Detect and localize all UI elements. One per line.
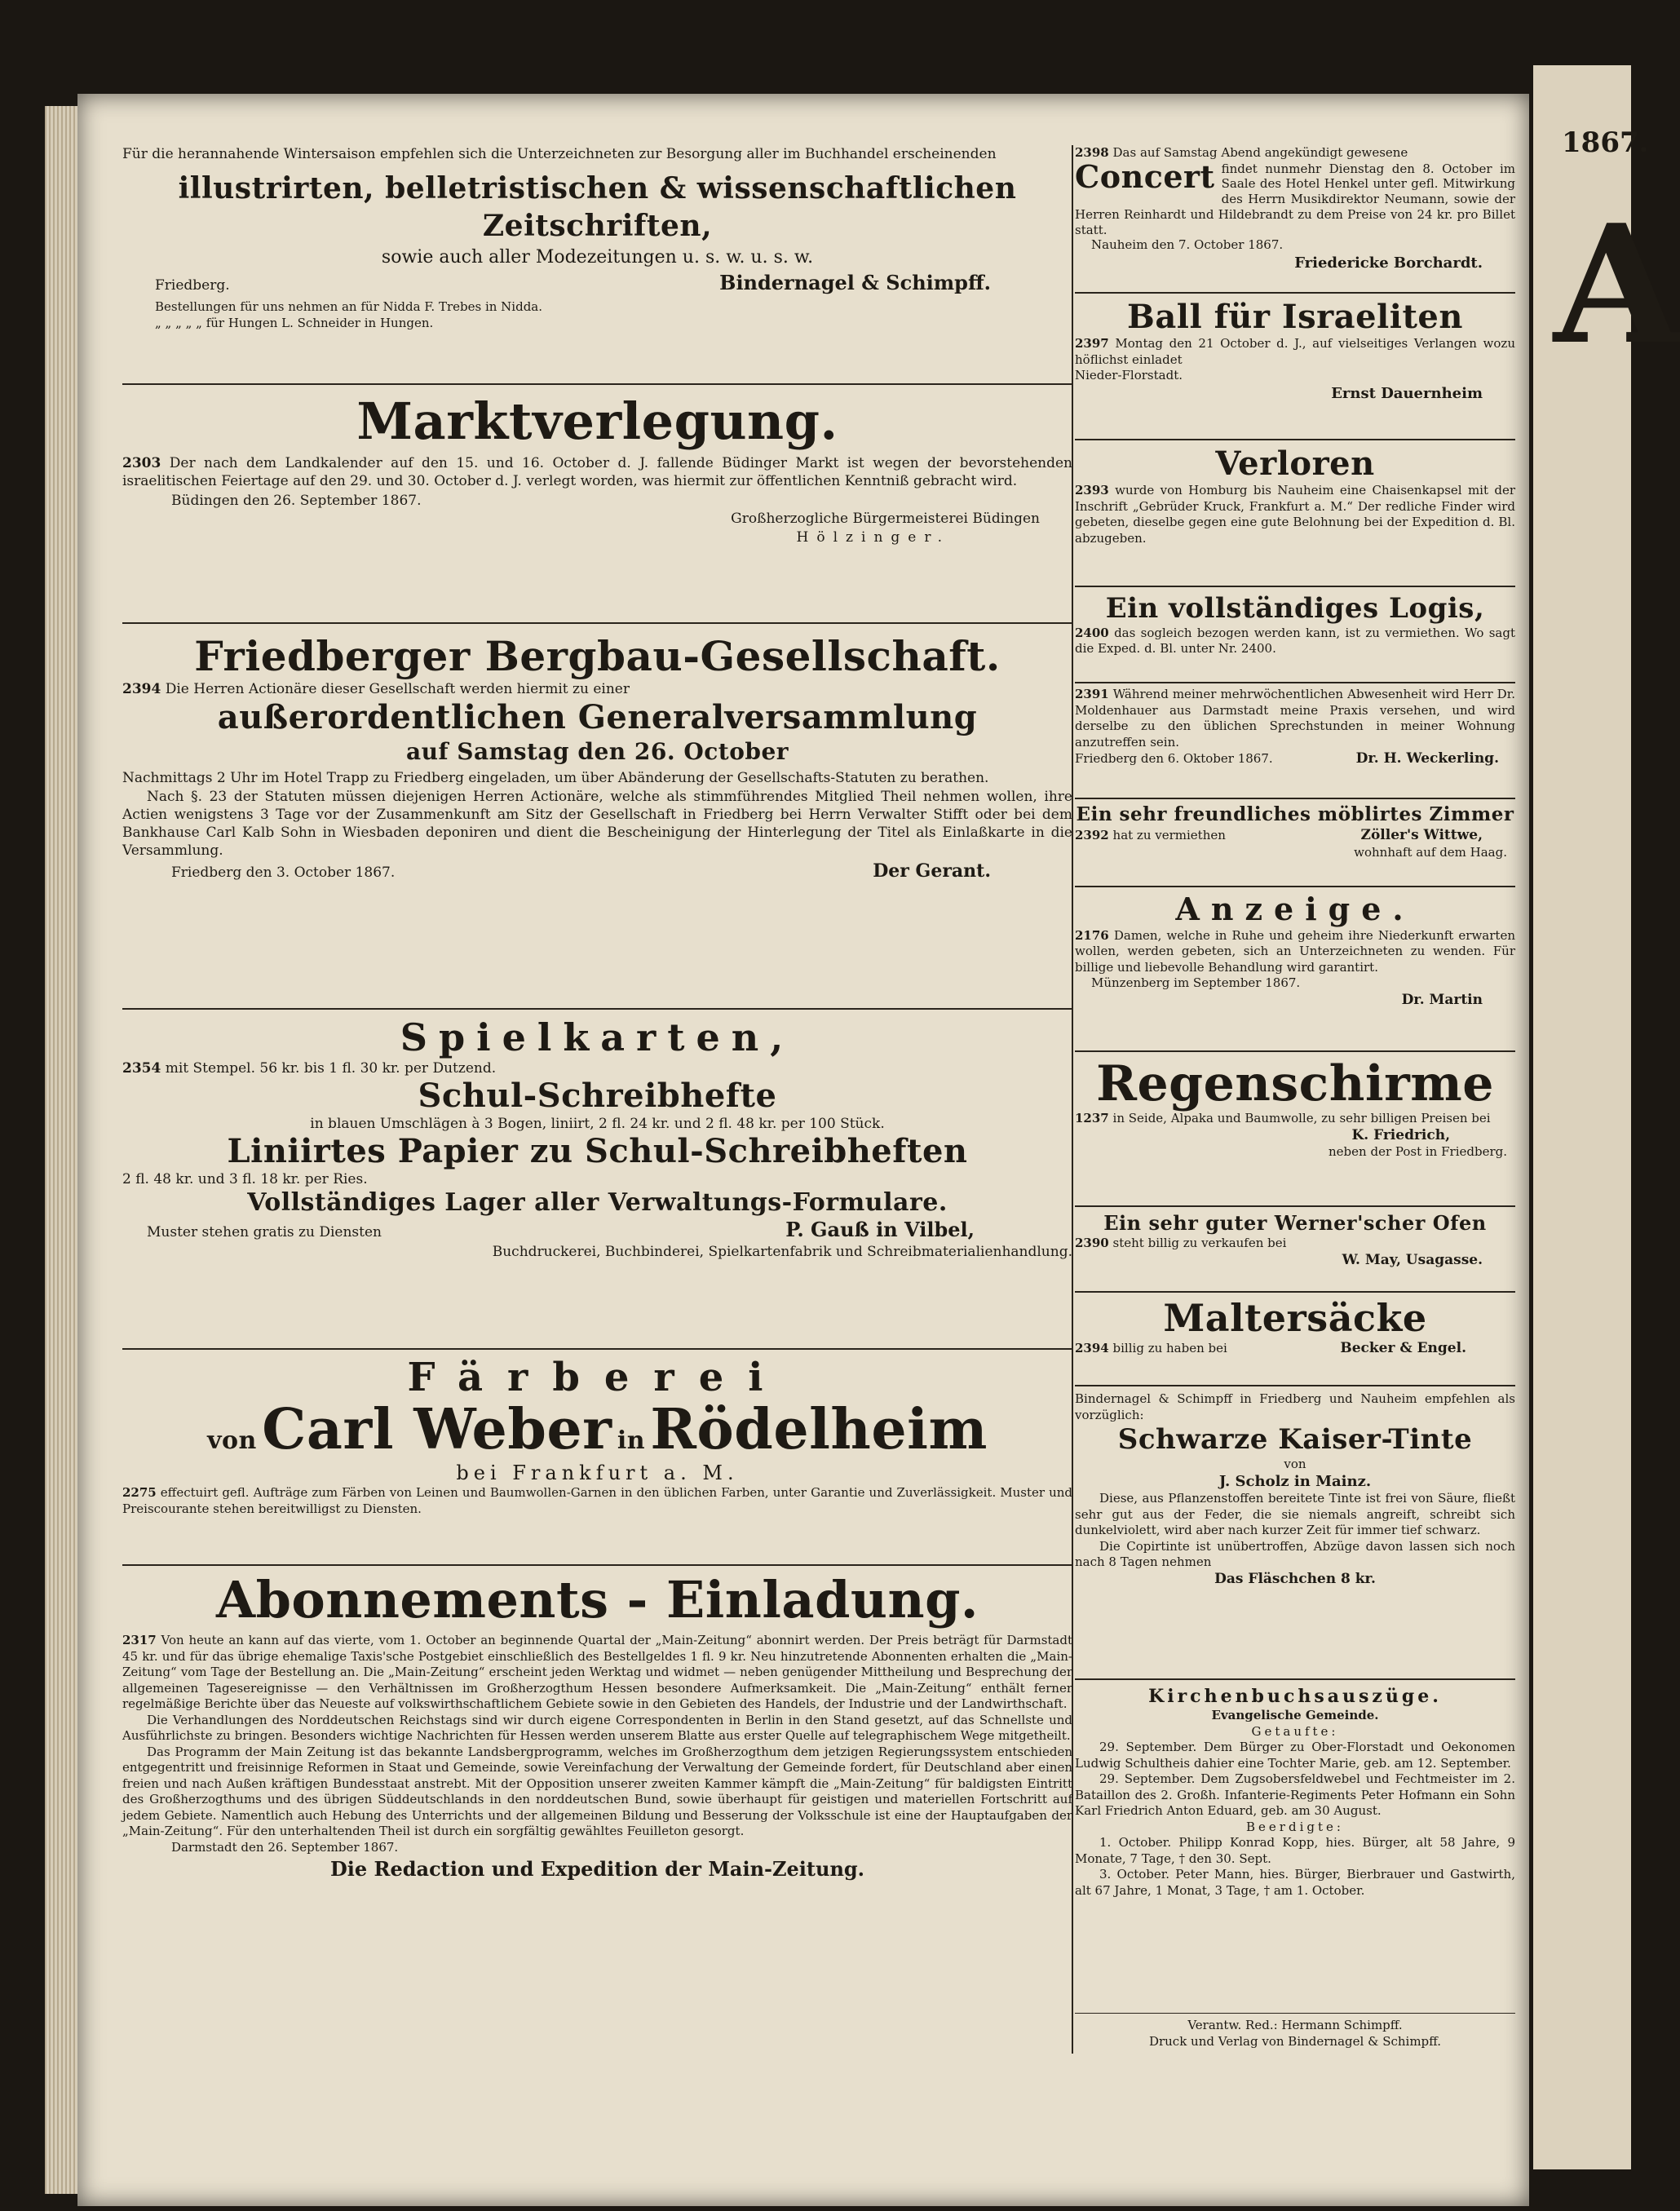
ad-body: Die Verhandlungen des Norddeutschen Reichstags sind wir durch eigene Correspondenten in Berlin in den Stand gesetzt, auf das Schnellste und Ausführlichste zu bringen. Besonders wichtige Nachrichten für Hessen werden unserem Blatte aus erster Quelle auf telegraphischem Wege mitgetheilt. [122, 1712, 1072, 1744]
section-entry: 29. September. Dem Bürger zu Ober-Florstadt und Oekonomen Ludwig Schultheis dahier eine Tochter Marie, geb. am 12. September. [1075, 1740, 1515, 1771]
ad-body: steht billig zu verkaufen bei [1112, 1236, 1287, 1251]
ad-tinte [1075, 1391, 1515, 1589]
ad-place: Friedberg. [155, 277, 230, 294]
ad-intro: Für die herannahende Wintersaison empfehlen sich die Unterzeichneten zur Besorgung aller im Buchhandel erscheinenden [122, 146, 997, 162]
ad-body: Muster stehen gratis zu Diensten [147, 1224, 382, 1241]
divider [122, 1564, 1072, 1566]
ad-orders: „ „ „ „ „ für Hungen L. Schneider in Hungen. [155, 315, 434, 330]
masthead-fragment: A [1554, 189, 1680, 381]
book-gutter [45, 106, 82, 2194]
ad-number: 2275 [122, 1485, 157, 1501]
ad-body: Montag den 21 October d. J., auf vielseitiges Verlangen wozu höflichst einladet [1075, 336, 1515, 367]
ad-sub: bei Frankfurt a. M. [456, 1461, 739, 1484]
section-entry: 29. September. Dem Zugsobersfeldwebel und Fechtmeister im 2. Bataillon des 2. Großh. Infanterie-Regiments Peter Hofmann ein Sohn Karl Friedrich Anton Eduard, geb. am 30 August. [1075, 1771, 1515, 1819]
ad-ofen [1075, 1210, 1515, 1269]
divider [1075, 1385, 1515, 1386]
ad-signature: Der Gerant. [873, 860, 991, 882]
ad-body: billig zu haben bei [1112, 1340, 1227, 1355]
ad-title: Ein sehr guter Werner'scher Ofen [1103, 1211, 1487, 1235]
divider [122, 383, 1072, 385]
ad-signature: W. May, Usagasse. [1342, 1251, 1483, 1268]
ad-title: Färberei [407, 1355, 788, 1400]
ad-date: Büdingen den 26. September 1867. [171, 493, 422, 510]
ad-title: Anzeige. [1175, 891, 1415, 927]
ad-number: 2392 [1075, 827, 1109, 842]
ad-logis [1075, 592, 1515, 657]
ad-firm: Bindernagel & Schimpff. [719, 271, 991, 295]
ad-body: Das Programm der Main Zeitung ist das bekannte Landsbergprogramm, welches im Großherzogthum dem jetzigen Regierungssystem entschieden entgegentritt und freisinnige Reformen in Staat und Gemeinde, sowie Vereinfachung der Verwaltung der Gemeinde fordert, für Deutschland aber einen freien und nach Außen kräftigen Bundesstaat anstrebt. Mit der Opposition unserer zweiten Kammer kämpft die „Main-Zeitung“ für baldigsten Eintritt des Großherzogthums und des übrigen Süddeutschlands in den norddeutschen Bund, sowie überhaupt für geistigen und materiellen Fortschritt auf jedem Gebiete. Namentlich auch Hebung des Unterrichts und der allgemeinen Bildung und Besserung der Volksschule ist eine der Hauptaufgaben der „Main-Zeitung“. Für den unterhaltenden Theil ist durch ein sorgfältig gewähltes Feuilleton gesorgt. [122, 1744, 1072, 1839]
ad-title: Verloren [1215, 444, 1375, 483]
ad-number: 2393 [1075, 483, 1109, 497]
ad-headline: Vollständiges Lager aller Verwaltungs-Formulare. [247, 1188, 948, 1218]
ad-office: Großherzogliche Bürgermeisterei Büdingen [731, 511, 1040, 528]
ad-anzeige [1075, 891, 1515, 1009]
ad-title: Ein sehr freundliches möblirtes Zimmer [1076, 803, 1514, 825]
ad-signature: K. Friedrich, [1351, 1126, 1450, 1143]
ad-body: findet nunmehr Dienstag den 8. October im Saale des Hotel Henkel unter gefl. Mitwirkung des Herrn Musikdirektor Neumann, sowie der Herren Reinhardt und Hildebrandt zu dem Preise von 24 kr. pro Billet statt. [1075, 161, 1515, 237]
ad-title: Maltersäcke [1163, 1296, 1427, 1340]
ad-marktverlegung [122, 391, 1072, 546]
ad-regenschirme [1075, 1057, 1515, 1161]
ad-spielkarten [122, 1016, 1072, 1261]
ad-number: 2391 [1075, 687, 1109, 701]
ad-number: 2317 [122, 1633, 157, 1648]
ad-title: Marktverlegung. [356, 391, 838, 451]
ad-von: von [1284, 1456, 1306, 1471]
ad-headline: Liniirtes Papier zu Schul-Schreibheften [227, 1132, 968, 1171]
divider [1075, 1678, 1515, 1680]
ad-headline: illustrirten, belletristischen & wissenschaftlichen Zeitschriften, [178, 171, 1017, 244]
ad-maltersaecke [1075, 1297, 1515, 1358]
ad-body: Diese, aus Pflanzenstoffen bereitete Tinte ist frei von Säure, fließt sehr gut aus der Feder, die sie niemals angreift, schreibt sich dunkelviolett, wird aber nach kurzer Zeit für immer tief schwarz. [1075, 1491, 1515, 1538]
ad-number: 2394 [1075, 1340, 1109, 1355]
ad-title: Abonnements - Einladung. [215, 1570, 979, 1630]
ad-signature-2: wohnhaft auf dem Haag. [1354, 844, 1507, 860]
ad-abwesenheit [1075, 687, 1515, 768]
ad-title: Friedberger Bergbau-Gesellschaft. [194, 632, 1001, 680]
ad-title: Schwarze Kaiser-Tinte [1117, 1423, 1473, 1456]
section-entry: 1. October. Philipp Konrad Kopp, hies. Bürger, alt 58 Jahre, 9 Monate, 7 Tage, † den 30. Sept. [1075, 1835, 1515, 1866]
divider [122, 1348, 1072, 1350]
ad-maker: J. Scholz in Mainz. [1218, 1473, 1372, 1491]
ad-number: 2354 [122, 1059, 161, 1077]
section-subtitle: Evangelische Gemeinde. [1211, 1708, 1379, 1723]
ad-number: 2398 [1075, 145, 1109, 160]
ad-title: Concert [1075, 157, 1215, 195]
section-kirchenbuch [1075, 1685, 1515, 1899]
ad-body: Der nach dem Landkalender auf den 15. und 16. October d. J. fallende Büdinger Markt ist wegen der bevorstehenden israelitischen Feiertage auf den 29. und 30. October d. J. verlegt worden, was hiermit zur öffentlichen Kenntniß gebracht wird. [122, 455, 1072, 490]
divider [1075, 2013, 1515, 2014]
ad-faerberei [122, 1356, 1072, 1517]
ad-signature: Dr. Martin [1401, 991, 1483, 1008]
ad-date: Darmstadt den 26. September 1867. [171, 1839, 399, 1855]
ad-date: Nauheim den 7. October 1867. [1091, 237, 1284, 253]
ad-body: Die Herren Actionäre dieser Gesellschaft werden hiermit zu einer [165, 680, 630, 697]
divider [1075, 886, 1515, 887]
section-heading: Beerdigte: [1246, 1819, 1344, 1834]
section-entry: 3. October. Peter Mann, hies. Bürger, Bierbrauer und Gastwirth, alt 67 Jahre, 1 Monat, 3 Tage, † am 1. October. [1075, 1867, 1515, 1898]
ad-bergbau [122, 633, 1072, 882]
left-column [122, 145, 1072, 2054]
ad-abonnement [122, 1572, 1072, 1882]
ad-body: Nach §. 23 der Statuten müssen diejenigen Herren Actionäre, welche als stimmführendes Mitglied Theil nehmen wollen, ihre Actien wenigstens 3 Tage vor der Zusammenkunft am Sitz der Gesellschaft in Friedberg bei Herrn Verwalter Stifft oder bei dem Bankhause Carl Kalb Sohn in Wiesbaden deponiren und dient die Bescheinigung der Hinterlegung der Titel als Einlaßkarte in die Versammlung. [122, 788, 1072, 859]
ad-firm-desc: Buchdruckerei, Buchbinderei, Spielkartenfabrik und Schreibmaterialienhandlung. [492, 1243, 1072, 1260]
ad-body: 2 fl. 48 kr. und 3 fl. 18 kr. per Ries. [122, 1171, 368, 1188]
ad-body: mit Stempel. 56 kr. bis 1 fl. 30 kr. per Dutzend. [165, 1059, 497, 1077]
imprint-editor: Verantw. Red.: Hermann Schimpff. [1187, 2018, 1403, 2032]
ad-number: 1237 [1075, 1111, 1109, 1125]
ad-number: 2397 [1075, 336, 1109, 351]
ad-date: Münzenberg im September 1867. [1091, 975, 1301, 991]
ad-title: Spielkarten, [400, 1015, 795, 1059]
ad-body: Die Copirtinte ist unübertroffen, Abzüge davon lassen sich noch nach 8 Tagen nehmen [1075, 1538, 1515, 1570]
section-title: Kirchenbuchsauszüge. [1148, 1686, 1442, 1707]
ad-place: Rödelheim [650, 1396, 988, 1462]
ad-signature: Zöller's Wittwe, [1360, 826, 1483, 843]
ad-number: 2394 [122, 680, 161, 697]
ad-place: Nieder-Florstadt. [1075, 368, 1183, 383]
ad-body: effectuirt gefl. Aufträge zum Färben von Leinen und Baumwollen-Garnen in den üblichen Farben, unter Garantie und Zuverlässigkeit. Muster und Preiscourante stehen bereitwilligst zu Diensten. [122, 1485, 1072, 1516]
ad-verloren [1075, 445, 1515, 546]
divider [1075, 586, 1515, 587]
ad-intro: Bindernagel & Schimpff in Friedberg und Nauheim empfehlen als vorzüglich: [1075, 1391, 1515, 1422]
ad-zeitschriften [122, 145, 1072, 331]
ad-headline: außerordentlichen Generalversammlung [217, 697, 978, 736]
adjacent-page-edge [1533, 65, 1680, 2169]
right-column [1075, 145, 1515, 2054]
ad-signature: Hölzinger. [796, 528, 950, 546]
ad-date: Friedberg den 3. October 1867. [171, 864, 396, 881]
ad-body: in blauen Umschlägen à 3 Bogen, liniirt, 2 fl. 24 kr. und 2 fl. 48 kr. per 100 Stück. [310, 1115, 885, 1132]
ad-number: 2303 [122, 455, 161, 472]
ad-body: in Seide, Alpaka und Baumwolle, zu sehr billigen Preisen bei [1112, 1111, 1491, 1125]
ad-in: in [617, 1426, 646, 1455]
ad-zimmer [1075, 803, 1515, 860]
margin-year: 1867. [1562, 126, 1649, 159]
divider [1075, 1050, 1515, 1052]
ad-signature-2: neben der Post in Friedberg. [1329, 1144, 1507, 1160]
ad-body: Während meiner mehrwöchentlichen Abwesenheit wird Herr Dr. Moldenhauer aus Darmstadt meine Praxis versehen, und wird derselbe zu den üblichen Sprechstunden in meiner Wohnung anzutreffen sein. [1075, 687, 1515, 750]
ad-price: Das Fläschchen 8 kr. [1214, 1570, 1376, 1587]
ad-headline: Schul-Schreibhefte [418, 1076, 777, 1115]
ad-number: 2400 [1075, 625, 1109, 640]
ad-body: wurde von Homburg bis Nauheim eine Chaisenkapsel mit der Inschrift „Gebrüder Kruck, Frankfurt a. M.“ Der redliche Finder wird gebeten, dieselbe gegen eine gute Belohnung bei der Expedition d. Bl. abzugeben. [1075, 483, 1515, 546]
ad-number: 2176 [1075, 927, 1109, 943]
divider [122, 622, 1072, 624]
ad-number: 2390 [1075, 1236, 1109, 1251]
ad-date: Friedberg den 6. Oktober 1867. [1075, 751, 1273, 766]
divider [1075, 292, 1515, 294]
ad-body: Das auf Samstag Abend angekündigt gewesene [1112, 145, 1408, 160]
ad-date-line: auf Samstag den 26. October [405, 737, 789, 765]
ad-ball [1075, 298, 1515, 403]
ad-signature: Ernst Dauernheim [1331, 384, 1483, 402]
divider [1075, 1291, 1515, 1293]
ad-name: Carl Weber [262, 1396, 612, 1462]
divider [1075, 798, 1515, 799]
ad-orders: Bestellungen für uns nehmen an für Nidda F. Trebes in Nidda. [155, 299, 543, 315]
ad-signature: Die Redaction und Expedition der Main-Zeitung. [329, 1857, 865, 1882]
divider [1075, 682, 1515, 683]
ad-body: hat zu vermiethen [1112, 827, 1226, 842]
divider [122, 1008, 1072, 1010]
ad-concert [1075, 145, 1515, 272]
ad-title: Regenschirme [1096, 1055, 1494, 1112]
ad-von: von [207, 1426, 257, 1455]
section-heading: Getaufte: [1251, 1723, 1339, 1739]
ad-line: sowie auch aller Modezeitungen u. s. w. u. s. w. [381, 247, 814, 268]
ad-title: Ein vollständiges Logis, [1105, 592, 1485, 625]
ad-title: Ball für Israeliten [1127, 298, 1463, 336]
ad-firm: P. Gauß in Vilbel, [785, 1218, 975, 1242]
imprint-publisher: Druck und Verlag von Bindernagel & Schimpff. [1148, 2033, 1442, 2049]
divider [1075, 1205, 1515, 1207]
ad-body: Damen, welche in Ruhe und geheim ihre Niederkunft erwarten wollen, werden gebeten, sich an Unterzeichneten zu wenden. Für billige und liebevolle Behandlung wird garantirt. [1075, 927, 1515, 975]
ad-body: Nachmittags 2 Uhr im Hotel Trapp zu Friedberg eingeladen, um über Abänderung der Gesellschafts-Statuten zu berathen. [122, 770, 989, 787]
ad-signature: Becker & Engel. [1340, 1339, 1466, 1356]
divider [1075, 439, 1515, 440]
imprint [1075, 2018, 1515, 2050]
ad-signature: Dr. H. Weckerling. [1355, 750, 1499, 767]
ad-body: das sogleich bezogen werden kann, ist zu vermiethen. Wo sagt die Exped. d. Bl. unter Nr. 2400. [1075, 625, 1515, 657]
ad-body: Von heute an kann auf das vierte, vom 1. October an beginnende Quartal der „Main-Zeitung“ abonnirt werden. Der Preis beträgt für Darmstadt 45 kr. und für das übrige ehemalige Taxis'sche Postgebiet einschließlich des Bestellgeldes 1 fl. 9 kr. Neu hinzutretende Abonnenten erhalten die „Main-Zeitung“ vom Tage der Bestellung an. Die „Main-Zeitung“ erscheint jeden Werktag und widmet — neben genügender Mittheilung und Besprechung der allgemeinen Tagesereignisse — den Verhältnissen im Großherzogthum Hessen besondere Aufmerksamkeit. Die „Main-Zeitung“ enthält ferner regelmäßige Berichte über das Neueste auf volkswirthschaftlichem Gebiete sowie in den Gebieten des Handels, der Industrie und der Landwirthschaft. [122, 1633, 1072, 1712]
ad-signature: Friedericke Borchardt. [1294, 254, 1483, 272]
